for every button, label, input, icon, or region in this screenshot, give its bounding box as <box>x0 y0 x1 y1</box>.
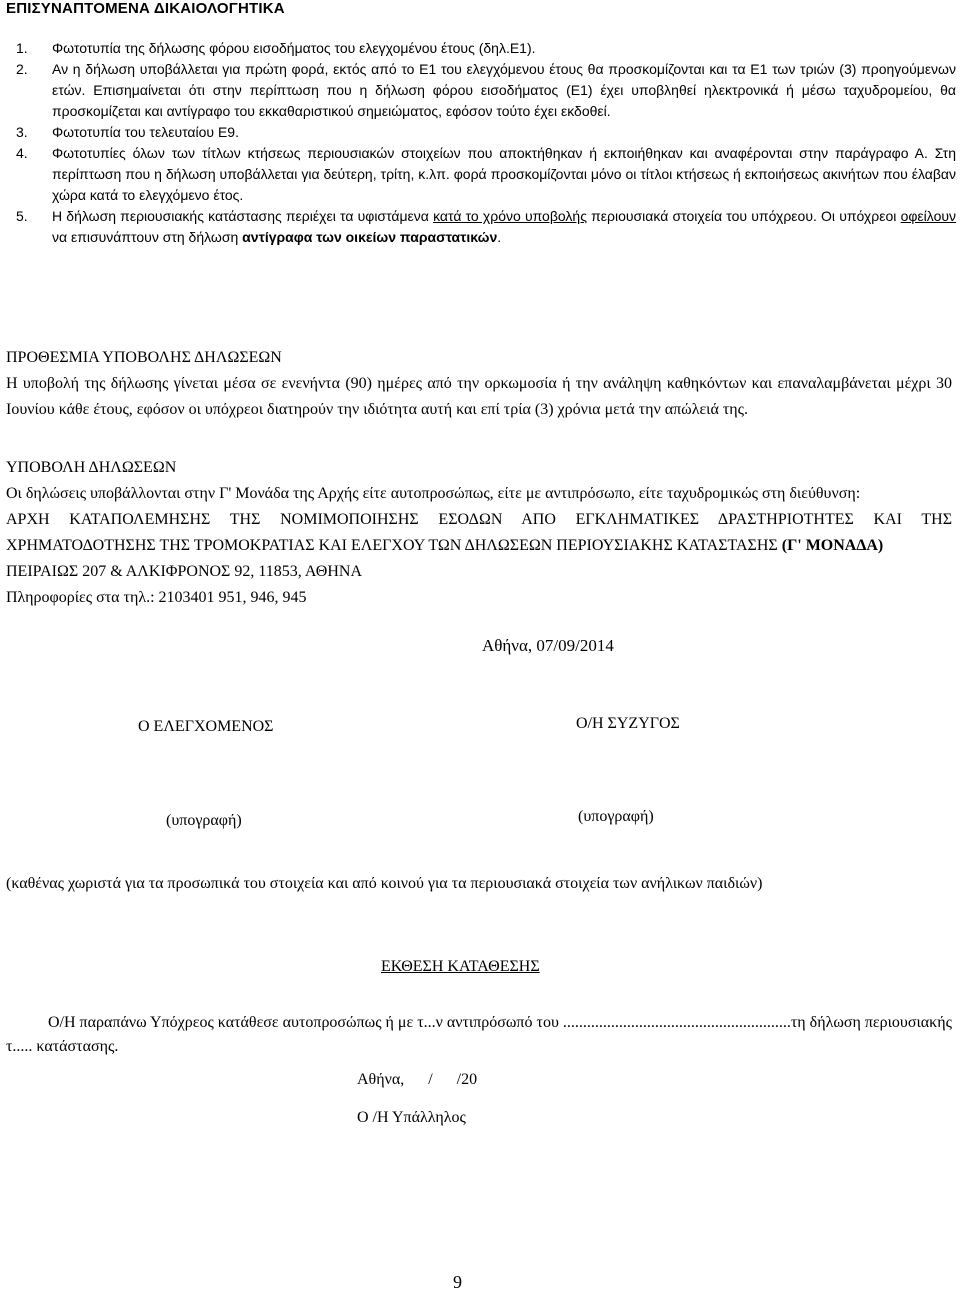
date-line: Αθήνα, 07/09/2014 <box>482 636 614 655</box>
list-item <box>6 38 956 59</box>
list-item <box>6 122 956 143</box>
list-item <box>6 143 956 206</box>
unit-label: (Γ' ΜΟΝΑΔΑ) <box>781 537 884 554</box>
signature-left: (υπογραφή) <box>166 812 242 829</box>
item-number: 5. <box>16 208 28 224</box>
signature-right: (υπογραφή) <box>578 808 654 825</box>
deposit-text: Ο/Η παραπάνω Υπόχρεος κατάθεσε αυτοπροσώπως ή με τ...ν αντιπρόσωπό του .........................................................τη δήλωση περιουσιακής τ..... κατάστασης. <box>6 1014 952 1055</box>
item-text: Φωτοτυπία του τελευταίου Ε9. <box>52 124 239 140</box>
page-number: 9 <box>453 1272 462 1292</box>
authority-name <box>6 507 952 559</box>
underlined-phrase: κατά το χρόνο υποβολής <box>433 208 587 224</box>
item-text-part: . <box>497 229 502 245</box>
underlined-word: οφείλουν <box>900 208 957 224</box>
submission-section <box>6 455 952 611</box>
submission-title: ΥΠΟΒΟΛΗ ΔΗΛΩΣΕΩΝ <box>6 459 177 476</box>
bold-phrase: αντίγραφα των οικείων παραστατικών <box>242 229 498 245</box>
item-text-part: περιουσιακά στοιχεία του υπόχρεου. Οι υπόχρεοι <box>586 208 901 224</box>
section-heading: ΕΠΙΣΥΝΑΠΤΟΜΕΝΑ ΔΙΚΑΙΟΛΟΓΗΤΙΚΑ <box>6 0 285 17</box>
signatory-right-title: Ο/Η ΣΥΖΥΓΟΣ <box>576 715 680 732</box>
submission-text: Οι δηλώσεις υποβάλλονται στην Γ' Μονάδα της Αρχής είτε αυτοπροσώπως, είτε με αντιπρόσωπο, είτε ταχυδρομικώς στη διεύθυνση: <box>6 485 861 502</box>
attachments-list <box>6 38 956 248</box>
item-text: Φωτοτυπίες όλων των τίτλων κτήσεως περιουσιακών στοιχείων που αποκτήθηκαν ή εκποιήθηκαν και αναφέρονται στην παράγραφο Α. Στη περίπτωση που η δήλωση υποβάλλεται για δεύτερη, τρίτη, κ.λπ. φορά προσκομίζονται μόνο οι τίτλοι κτήσεως ή εκποιήσεως ακινήτων που έλαβαν χώρα κατά το ελεγχόμενο έτος. <box>52 145 956 203</box>
item-text-part: Η δήλωση περιουσιακής κατάστασης περιέχει τα υφιστάμενα <box>52 208 434 224</box>
item-number: 3. <box>16 124 28 140</box>
item-number: 4. <box>16 145 28 161</box>
item-text: Φωτοτυπία της δήλωσης φόρου εισοδήματος του ελεγχομένου έτους (δηλ.Ε1). <box>52 40 536 56</box>
officer-label: Ο /Η Υπάλληλος <box>357 1109 466 1126</box>
item-number: 2. <box>16 61 28 77</box>
list-item <box>6 59 956 122</box>
info-line: Πληροφορίες στα τηλ.: 2103401 951, 946, 945 <box>6 589 307 606</box>
item-text-part: να επισυνάπτουν στη δήλωση <box>52 229 243 245</box>
deadline-title: ΠΡΟΘΕΣΜΙΑ ΥΠΟΒΟΛΗΣ ΔΗΛΩΣΕΩΝ <box>6 349 282 366</box>
item-number: 1. <box>16 40 28 56</box>
address-line: ΠΕΙΡΑΙΩΣ 207 & ΑΛΚΙΦΡΟΝΟΣ 92, 11853, ΑΘΗΝΑ <box>6 563 362 580</box>
deadline-text: Η υποβολή της δήλωσης γίνεται μέσα σε ενενήντα (90) ημέρες από την ορκωμοσία ή την ανάληψη καθηκόντων και επαναλαμβάνεται μέχρι 30 Ιουνίου κάθε έτους, εφόσον οι υπόχρεοι διατηρούν την ιδιότητα αυτή και επί τρία (3) χρόνια μετά την απώλειά της. <box>6 375 952 418</box>
signature-note: (καθένας χωριστά για τα προσωπικά του στοιχεία και από κοινού για τα περιουσιακά στοιχεία των ανήλικων παιδιών) <box>6 875 763 892</box>
item-text: Αν η δήλωση υποβάλλεται για πρώτη φορά, εκτός από το Ε1 του ελεγχόμενου έτους θα προσκομίζονται και τα Ε1 των τριών (3) προηγούμενων ετών. Επισημαίνεται ότι στην περίπτωση που η δήλωση φόρου εισοδήματος (Ε1) έχει υποβληθεί ηλεκτρονικά ή μέσω ταχυδρομείου, θα προσκομίζεται και αντίγραφο του εκκαθαριστικού σημειώματος, εφόσον τούτο έχει εκδοθεί. <box>52 61 956 119</box>
authority-text: ΑΡΧΗ ΚΑΤΑΠΟΛΕΜΗΣΗΣ ΤΗΣ ΝΟΜΙΜΟΠΟΙΗΣΗΣ ΕΣΟΔΩΝ ΑΠΟ ΕΓΚΛΗΜΑΤΙΚΕΣ ΔΡΑΣΤΗΡΙΟΤΗΤΕΣ ΚΑΙ ΤΗΣ ΧΡΗΜΑΤΟΔΟΤΗΣΗΣ ΤΗΣ ΤΡΟΜΟΚΡΑΤΙΑΣ ΚΑΙ ΕΛΕΓΧΟΥ ΤΩΝ ΔΗΛΩΣΕΩΝ ΠΕΡΙΟΥΣΙΑΚΗΣ ΚΑΤΑΣΤΑΣΗΣ <box>6 511 952 554</box>
deposit-title: ΕΚΘΕΣΗ ΚΑΤΑΘΕΣΗΣ <box>381 958 540 975</box>
signatory-left-title: Ο ΕΛΕΓΧΟΜΕΝΟΣ <box>138 718 274 735</box>
deposit-date: Αθήνα, / /20 <box>357 1071 478 1088</box>
deadline-section <box>6 345 952 423</box>
list-item <box>6 206 956 248</box>
